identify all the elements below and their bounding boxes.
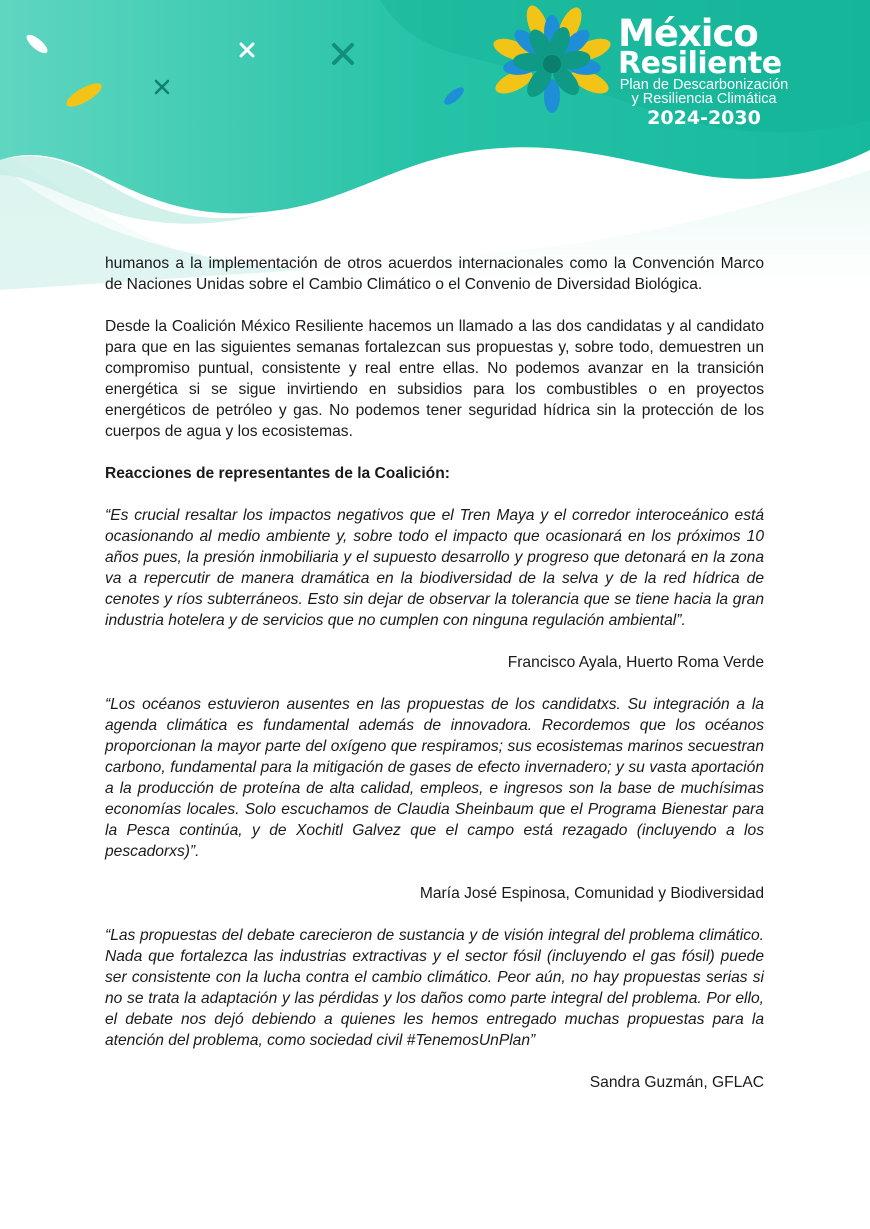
quote-attribution: Sandra Guzmán, GFLAC — [589, 1074, 764, 1091]
document-body — [105, 253, 764, 1093]
decorative-leaves — [0, 0, 480, 130]
body-paragraph: humanos a la implementación de otros acuerdos internacionales como la Convención Marco de Naciones Unidas sobre el Cambio Climático o el Convenio de Diversidad Biológica. — [105, 255, 764, 293]
quote-attribution: María José Espinosa, Comunidad y Biodiversidad — [419, 885, 764, 902]
mexico-resiliente-logo — [490, 2, 790, 127]
body-paragraph: Desde la Coalición México Resiliente hacemos un llamado a las dos candidatas y al candidato para que en las siguientes semanas fortalezcan sus propuestas y, sobre todo, demuestren un compromiso puntual, consistente y real entre ellas. No podemos avanzar en la transición energética si se sigue invirtiendo en subsidios para los combustibles o en proyectos energéticos de petróleo y gas. No podemos tener seguridad hídrica sin la protección de los cuerpos de agua y los ecosistemas. — [105, 318, 764, 440]
logo-years: 2024-2030 — [647, 107, 761, 129]
flower-logo-icon — [490, 2, 615, 127]
logo-subtitle-line-2: y Resiliencia Climática — [631, 91, 777, 107]
section-heading: Reacciones de representantes de la Coalición: — [105, 465, 450, 482]
logo-subtitle-line-1: Plan de Descarbonización — [619, 77, 789, 93]
logo-title-line-2: Resiliente — [618, 46, 782, 81]
quote-text: “Los océanos estuvieron ausentes en las propuestas de los candidatxs. Su integración a la agenda climática es fundamental además de innovadora. Recordemos que los océanos proporcionan la mayor parte del oxígeno que respiramos; sus ecosistemas marinos secuestran carbono, fundamental para la mitigación de gases de efecto invernadero; y su vasta aportación a la producción de proteína de alta calidad, empleos, e ingresos son la base de muchísimas economías locales. Solo escuchamos de Claudia Sheinbaum que el Programa Bienestar para la Pesca continúa, y de Xochitl Galvez que el campo está rezagado (incluyendo a los pescadorxs)”. — [105, 696, 764, 860]
logo-wordmark — [618, 12, 790, 129]
quote-attribution: Francisco Ayala, Huerto Roma Verde — [507, 654, 764, 671]
logo-title-line-1: México — [618, 12, 758, 55]
quote-text: “Es crucial resaltar los impactos negativos que el Tren Maya y el corredor interoceánico está ocasionando al medio ambiente y, sobre todo el impacto que ocasionará en los próximos 10 años pues, la presión inmobiliaria y el supuesto desarrollo y progreso que detonará en la zona va a repercutir de manera dramática en la biodiversidad de la selva y de la red hídrica de cenotes y ríos subterráneos. Esto sin dejar de observar la tolerancia que se tiene hacia la gran industria hotelera y de servicios que no cumplen con ninguna regulación ambiental”. — [105, 507, 764, 629]
quote-text: “Las propuestas del debate carecieron de sustancia y de visión integral del problema climático. Nada que fortalezca las industrias extractivas y el sector fósil (incluyendo el gas fósil) puede ser consistente con la lucha contra el cambio climático. Peor aún, no hay propuestas serias si no se trata la adaptación y las pérdidas y los daños como parte integral del problema. Por ello, el debate nos dejó debiendo a quienes les hemos entregado muchas propuestas para la atención del problema, como sociedad civil #TenemosUnPlan” — [105, 927, 764, 1049]
